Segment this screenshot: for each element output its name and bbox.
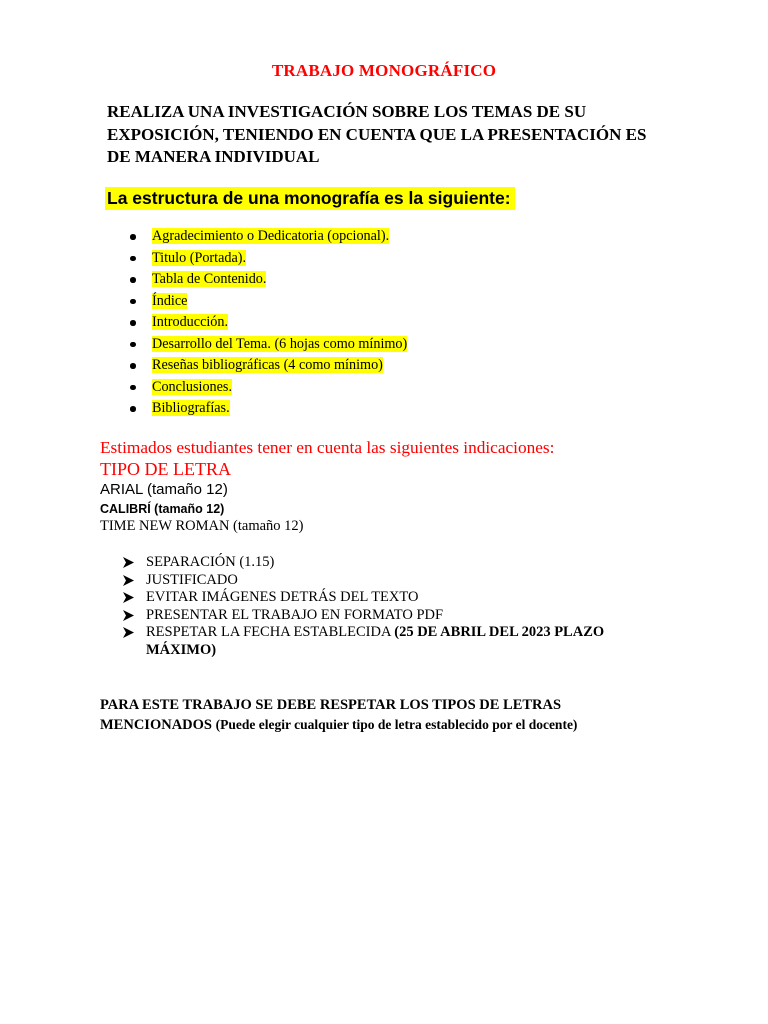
list-item: [123, 572, 604, 590]
list-item: [130, 291, 407, 313]
structure-heading-text: La estructura de una monografía es la siguiente:: [105, 187, 515, 210]
rule-text: JUSTIFICADO: [146, 571, 238, 588]
list-item-text: Introducción.: [152, 314, 229, 330]
bullet-dot-icon: [130, 320, 136, 326]
list-item-text: Desarrollo del Tema. (6 hojas como mínimo): [152, 335, 408, 352]
list-item-text: Titulo (Portada).: [152, 249, 247, 266]
list-item-text: Agradecimiento o Dedicatoria (opcional).: [152, 228, 390, 244]
closing-paragraph: [100, 696, 577, 735]
closing-note: (Puede elegir cualquier tipo de letra establecido por el docente): [215, 717, 578, 732]
list-item: [123, 589, 604, 607]
arrow-right-icon: [123, 610, 134, 621]
list-item: [130, 269, 407, 291]
bullet-dot-icon: [130, 385, 136, 391]
bullet-dot-icon: [130, 256, 136, 262]
bullet-dot-icon: [130, 299, 136, 305]
arrow-right-icon: [123, 592, 134, 603]
list-item-text: Reseñas bibliográficas (4 como mínimo): [152, 357, 383, 373]
list-item-text: Bibliografías.: [152, 400, 230, 416]
bullet-dot-icon: [130, 406, 136, 412]
list-item: [130, 312, 407, 334]
font-option-arial: ARIAL (tamaño 12): [100, 481, 228, 498]
intro-line: DE MANERA INDIVIDUAL: [107, 147, 320, 166]
rule-text: EVITAR IMÁGENES DETRÁS DEL TEXTO: [146, 589, 419, 605]
list-item: [130, 355, 407, 377]
list-item-text: Conclusiones.: [152, 378, 232, 395]
rule-text: SEPARACIÓN (1.15): [146, 554, 275, 570]
closing-line: PARA ESTE TRABAJO SE DEBE RESPETAR LOS TIPOS DE LETRAS: [100, 697, 562, 713]
intro-line: EXPOSICIÓN, TENIENDO EN CUENTA QUE LA PRESENTACIÓN ES: [107, 124, 647, 144]
list-item: [130, 334, 407, 356]
arrow-right-icon: [123, 557, 134, 568]
rule-text: PRESENTAR EL TRABAJO EN FORMATO PDF: [146, 606, 444, 623]
font-type-heading: TIPO DE LETRA: [100, 459, 231, 479]
closing-line: [100, 715, 577, 735]
list-item: [130, 226, 407, 248]
document-title: TRABAJO MONOGRÁFICO: [271, 61, 497, 80]
closing-main: MENCIONADOS: [100, 717, 216, 733]
arrow-right-icon: [123, 575, 134, 586]
bullet-dot-icon: [130, 277, 136, 283]
list-item: [130, 377, 407, 399]
list-item-text: Índice: [152, 292, 188, 309]
instructions-note: Estimados estudiantes tener en cuenta las siguientes indicaciones:: [100, 438, 555, 457]
list-item: [123, 607, 604, 625]
bullet-dot-icon: [130, 342, 136, 348]
deadline-text-continued: MÁXIMO): [146, 641, 217, 658]
list-item-text: Tabla de Contenido.: [152, 271, 267, 287]
structure-heading: [105, 188, 515, 209]
rule-text: RESPETAR LA FECHA ESTABLECIDA: [146, 624, 395, 640]
list-item: [130, 248, 407, 270]
font-option-calibri: CALIBRÍ (tamaño 12): [100, 502, 225, 516]
format-rules-list: [123, 554, 604, 659]
arrow-right-icon: [123, 627, 134, 638]
intro-line: REALIZA UNA INVESTIGACIÓN SOBRE LOS TEMAS DE SU: [107, 102, 587, 121]
structure-list: [130, 226, 407, 420]
list-item: [123, 554, 604, 572]
list-item: [123, 624, 604, 659]
intro-paragraph: [107, 101, 646, 169]
font-option-times: TIME NEW ROMAN (tamaño 12): [100, 518, 304, 534]
deadline-text: (25 DE ABRIL DEL 2023 PLAZO: [394, 624, 605, 640]
bullet-dot-icon: [130, 363, 136, 369]
list-item: [130, 398, 407, 420]
bullet-dot-icon: [130, 234, 136, 240]
